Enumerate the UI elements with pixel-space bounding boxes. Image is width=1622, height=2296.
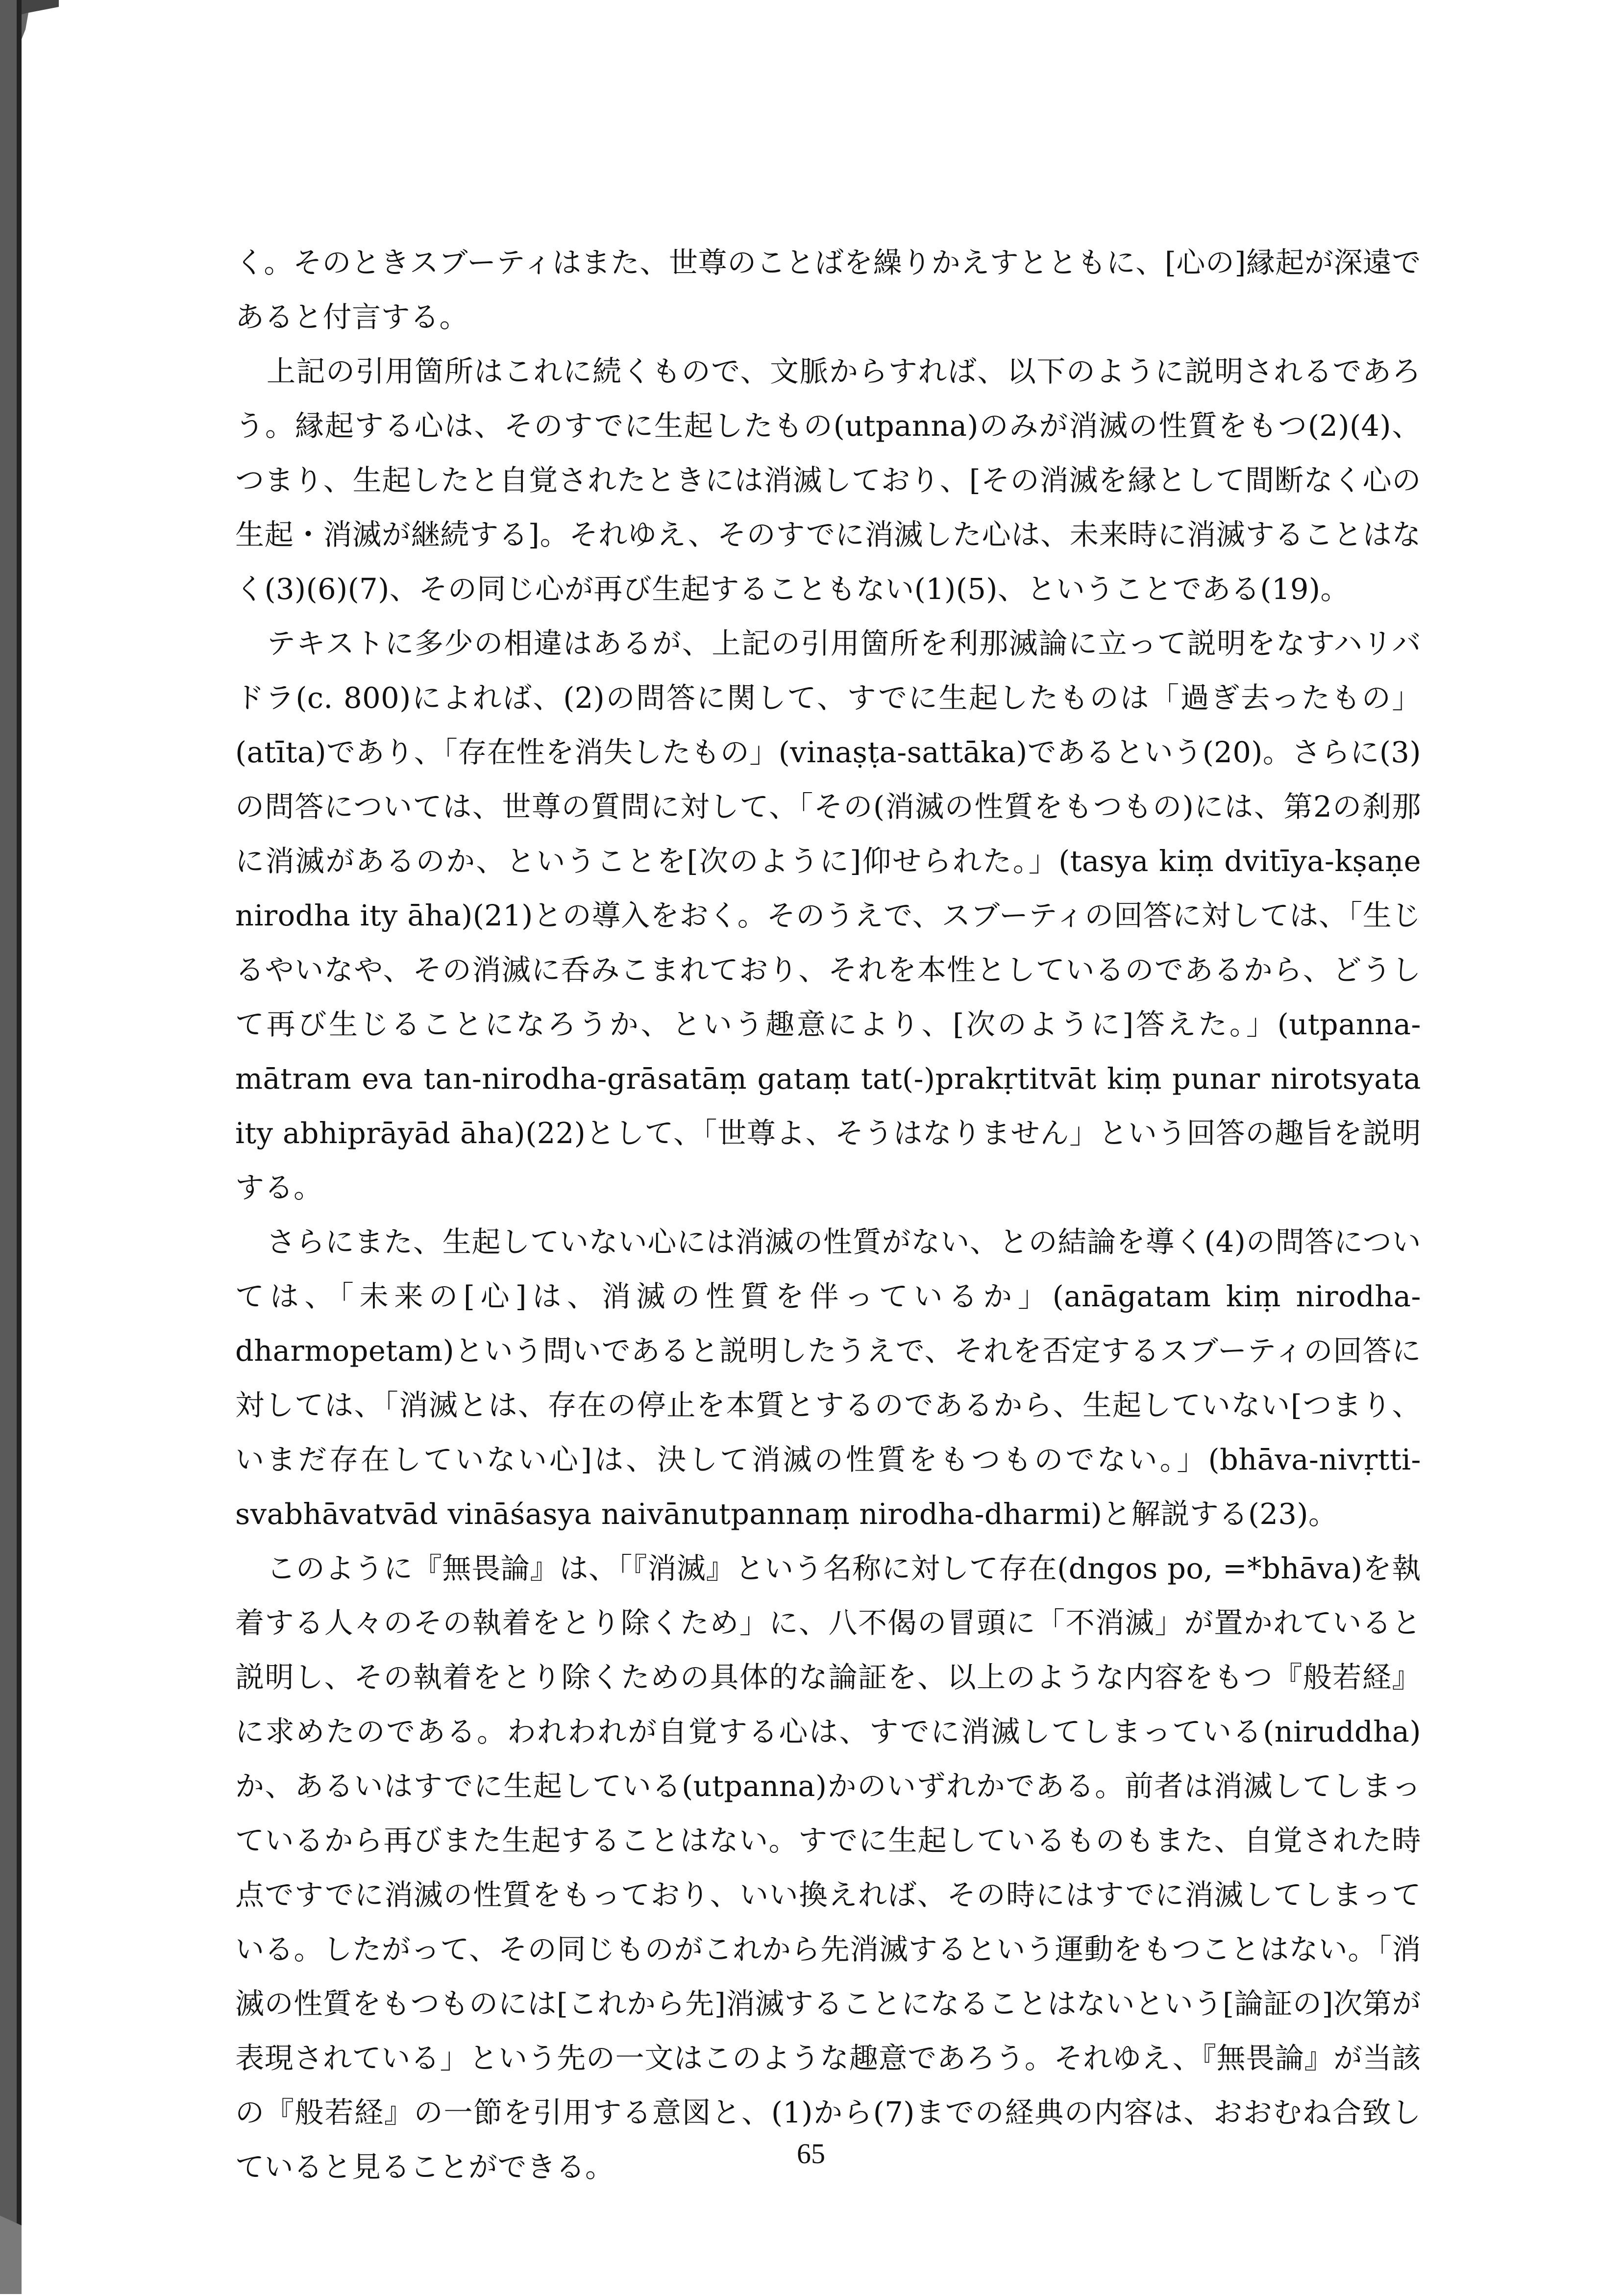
paragraph-continuation: く。そのときスブーティはまた、世尊のことばを繰りかえすとともに、[心の]縁起が深遠であると付言する。 [235, 246, 1421, 334]
paragraph-citation-explanation: 上記の引用箇所はこれに続くもので、文脈からすれば、以下のように説明されるであろう。縁起する心は、そのすでに生起したもの(utpanna)のみが消滅の性質をもつ(2)(4)、つまり、生起したと自覚されたときには消滅しており、[その消滅を縁として間断なく心の生起・消滅が継続する]。それゆえ、そのすでに消滅した心は、未来時に消滅することはなく(3)(6)(7)、その同じ心が再び生起することもない(1)(5)、ということである(19)。 [235, 354, 1421, 606]
page-body [235, 235, 1421, 2194]
binding-shadow-graphic [0, 0, 59, 2294]
paragraph-conclusion: このように『無畏論』は、「『消滅』という名称に対して存在(dngos po, =*bhāva)を執着する人々のその執着をとり除くため」に、八不偈の冒頭に「不消滅」が置かれていると説明し、その執着をとり除くための具体的な論証を、以上のような内容をもつ『般若経』に求めたのである。われわれが自覚する心は、すでに消滅してしまっている(niruddha)か、あるいはすでに生起している(utpanna)かのいずれかである。前者は消滅してしまっているから再びまた生起することはない。すでに生起しているものもまた、自覚された時点ですでに消滅の性質をもっており、いい換えれば、その時にはすでに消滅してしまっている。したがって、その同じものがこれから先消滅するという運動をもつことはない。「消滅の性質をもつものには[これから先]消滅することになることはないという[論証の]次第が表現されている」という先の一文はこのような趣意であろう。それゆえ、『無畏論』が当該の『般若経』の一節を引用する意図と、(1)から(7)までの経典の内容は、おおむね合致していると見ることができる。 [235, 1551, 1421, 2184]
paragraph-question-four: さらにまた、生起していない心には消滅の性質がない、との結論を導く(4)の問答については、「未来の[心]は、消滅の性質を伴っているか」(anāgatam kiṃ nirodha-dharmopetam)という問いであると説明したうえで、それを否定するスブーティの回答に対しては、「消滅とは、存在の停止を本質とするのであるから、生起していない[つまり、いまだ存在していない心]は、決して消滅の性質をもつものでない。」(bhāva-nivṛtti-svabhāvatvād vināśasya naivānutpannaṃ nirodha-dharmi)と解説する(23)。 [235, 1225, 1421, 1531]
paragraph-haribhadra-commentary: テキストに多少の相違はあるが、上記の引用箇所を利那滅論に立って説明をなすハリバドラ(c. 800)によれば、(2)の問答に関して、すでに生起したものは「過ぎ去ったもの」(atīta)であり、「存在性を消失したもの」(vinaṣṭa-sattāka)であるという(20)。さらに(3)の問答については、世尊の質問に対して、「その(消滅の性質をもつもの)には、第2の刹那に消滅があるのか、ということを[次のように]仰せられた。」(tasya kiṃ dvitīya-kṣaṇe nirodha ity āha)(21)との導入をおく。そのうえで、スブーティの回答に対しては、「生じるやいなや、その消滅に呑みこまれており、それを本性としているのであるから、どうして再び生じることになろうか、という趣意により、[次のように]答えた。」(utpanna-mātram eva tan-nirodha-grāsatāṃ gataṃ tat(-)prakṛtitvāt kiṃ punar nirotsyata ity abhiprāyād āha)(22)として、「世尊よ、そうはなりません」という回答の趣旨を説明する。 [235, 626, 1421, 1204]
page-number: 65 [797, 2138, 825, 2170]
scan-binding-edge [0, 0, 59, 2294]
